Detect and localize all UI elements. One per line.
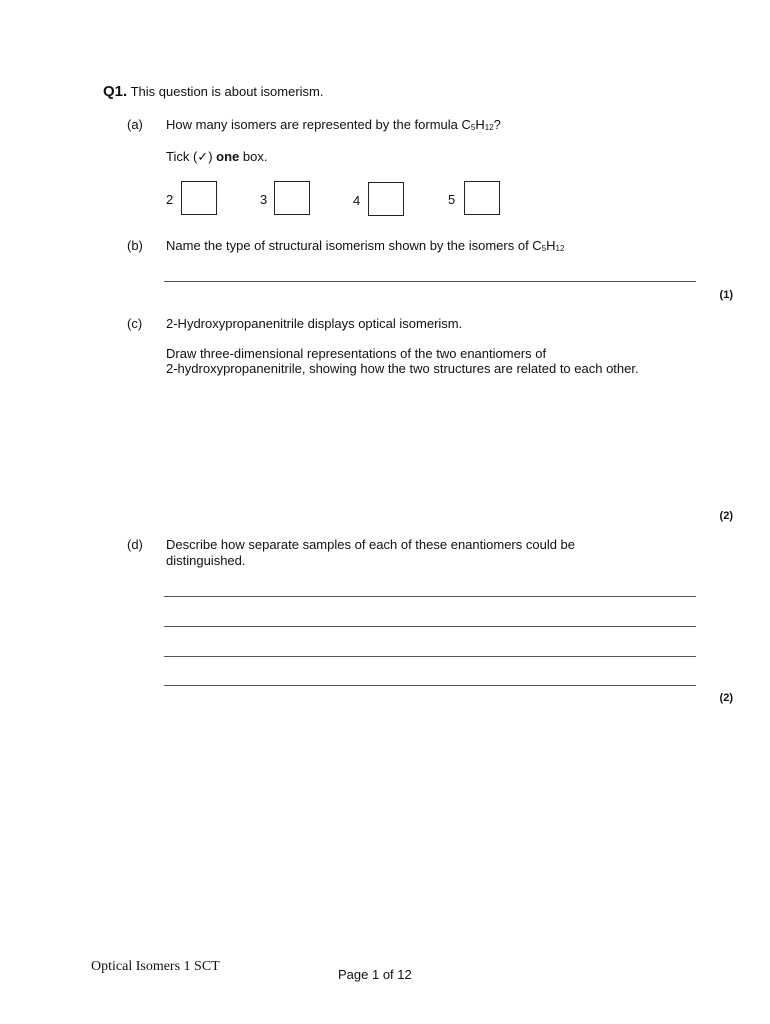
tick-box-4[interactable] <box>368 182 404 216</box>
tick-text-after: box. <box>239 149 268 164</box>
answer-line-b[interactable] <box>164 281 696 282</box>
part-a-text: How many isomers are represented by the formula C <box>166 117 471 132</box>
question-header <box>103 83 324 100</box>
option-label-4: 4 <box>353 193 361 208</box>
tick-bold-one: one <box>216 149 240 164</box>
marks-d: (2) <box>719 692 733 704</box>
part-d-label: (d) <box>127 537 143 552</box>
part-b-label: (b) <box>127 238 143 253</box>
tick-box-3[interactable] <box>274 181 310 215</box>
part-b-text: Name the type of structural isomerism shown by the isomers of C <box>166 238 542 253</box>
option-label-2: 2 <box>166 192 174 207</box>
tick-box-5[interactable] <box>464 181 500 215</box>
subscript-hydrogen: 12 <box>555 244 565 253</box>
question-intro: This question is about isomerism. <box>130 84 324 99</box>
part-d-question-line2: distinguished. <box>166 553 246 568</box>
question-number: Q1. <box>103 83 128 100</box>
answer-line-d2[interactable] <box>164 626 696 627</box>
tick-mark-icon: ✓ <box>197 150 209 165</box>
option-label-5: 5 <box>448 192 456 207</box>
part-a-question <box>166 117 501 132</box>
part-b-text-mid: H <box>546 238 556 253</box>
subscript-carbon: 5 <box>470 123 476 132</box>
tick-instruction <box>166 149 267 165</box>
part-c-label: (c) <box>127 316 143 331</box>
answer-line-d1[interactable] <box>164 596 696 597</box>
tick-text-middle: ) <box>208 149 217 164</box>
document-title: Optical Isomers 1 SCT <box>91 959 220 974</box>
page-number: Page 1 of 12 <box>338 967 412 982</box>
subscript-hydrogen: 12 <box>484 123 494 132</box>
part-d-question-line1: Describe how separate samples of each of these enantiomers could be <box>166 537 576 552</box>
tick-text-before: Tick ( <box>166 149 198 164</box>
answer-line-d3[interactable] <box>164 656 696 657</box>
marks-c: (2) <box>719 510 733 522</box>
part-a-label: (a) <box>127 117 143 132</box>
part-c-instruction-line1: Draw three-dimensional representations of the two enantiomers of <box>166 346 547 361</box>
tick-box-2[interactable] <box>181 181 217 215</box>
drawing-area[interactable] <box>166 385 696 500</box>
part-a-text-end: ? <box>493 117 501 132</box>
option-label-3: 3 <box>260 192 268 207</box>
marks-b: (1) <box>719 289 733 301</box>
part-c-statement: 2-Hydroxypropanenitrile displays optical isomerism. <box>166 316 463 331</box>
subscript-carbon: 5 <box>541 244 547 253</box>
answer-line-d4[interactable] <box>164 685 696 686</box>
part-a-text-mid: H <box>475 117 485 132</box>
part-b-question <box>166 238 564 253</box>
part-c-instruction-line2: 2-hydroxypropanenitrile, showing how the two structures are related to each other. <box>166 361 639 376</box>
